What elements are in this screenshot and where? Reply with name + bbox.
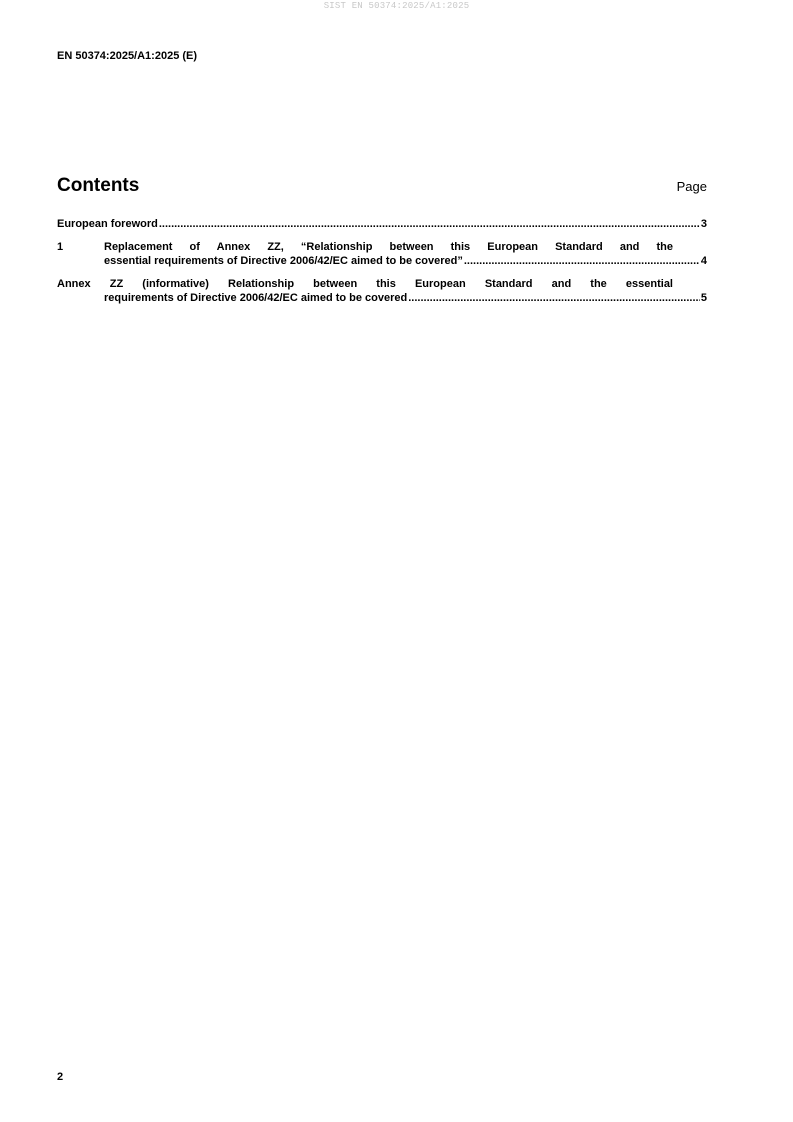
toc-leader-dots <box>159 217 700 231</box>
toc-entry-title: European foreword <box>57 218 158 230</box>
toc-entry-title-line2: requirements of Directive 2006/42/EC aimed to be covered <box>104 292 408 304</box>
contents-title: Contents <box>57 175 140 196</box>
toc-entry-number: 1 <box>57 241 64 253</box>
table-of-contents <box>57 217 707 305</box>
toc-entry-page: 4 <box>700 255 707 267</box>
page-number: 2 <box>57 1071 64 1083</box>
page-column-label: Page <box>676 179 707 194</box>
toc-entry-page: 3 <box>700 218 707 230</box>
toc-entry-replacement-annex-zz[interactable] <box>57 240 707 268</box>
toc-entry-european-foreword[interactable] <box>57 217 707 231</box>
document-id-header: EN 50374:2025/A1:2025 (E) <box>57 50 198 62</box>
contents-heading-row <box>57 175 707 197</box>
toc-entry-page: 5 <box>700 292 707 304</box>
toc-entry-title-line2: essential requirements of Directive 2006/42/EC aimed to be covered” <box>104 255 463 267</box>
toc-leader-dots <box>408 291 700 305</box>
toc-leader-dots <box>464 254 700 268</box>
toc-entry-title-line1: Annex ZZ (informative) Relationship between this European Standard and the essential <box>57 278 673 290</box>
toc-entry-title-line1: Replacement of Annex ZZ, “Relationship between this European Standard and the <box>104 241 673 253</box>
toc-entry-annex-zz[interactable] <box>57 277 707 305</box>
watermark-text: SIST EN 50374:2025/A1:2025 <box>323 1 470 11</box>
